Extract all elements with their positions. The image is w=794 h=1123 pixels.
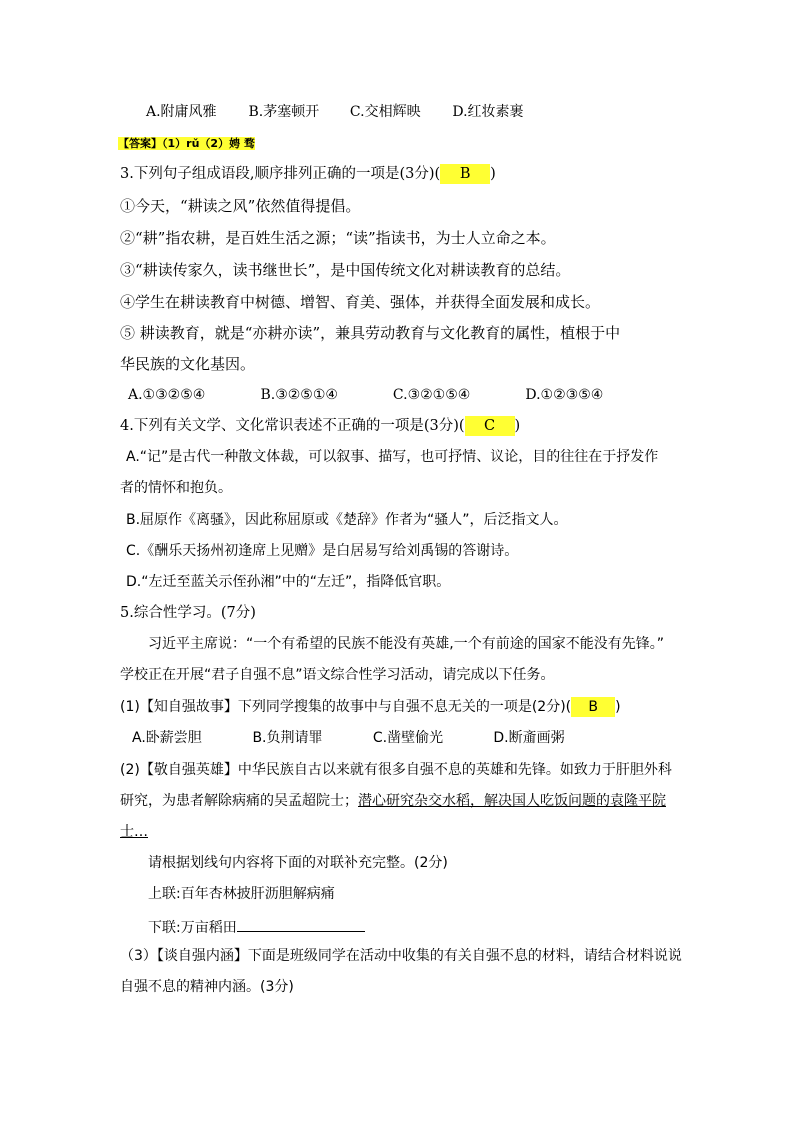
answer-line <box>118 134 255 154</box>
q5-sub2-line1: (2)【敬自强英雄】中华民族自古以来就有很多自强不息的英雄和先锋。如致力于肝胆外科 <box>120 762 672 778</box>
q3-stem: 3.下列句子组成语段,顺序排列正确的一项是(3分)( <box>120 166 441 182</box>
q4-option-a-line2: 者的情怀和抱负。 <box>120 480 232 496</box>
q2-option-d: D.红妆素裹 <box>452 104 524 120</box>
q5-sub1-option-c: C.凿壁偷光 <box>372 730 444 746</box>
q3-sentence-5b: 华民族的文化基因。 <box>120 355 256 373</box>
q3-options <box>128 385 603 405</box>
q5-sub1-stem: (1)【知自强故事】下列同学搜集的故事中与自强不息无关的一项是(2分)( <box>120 699 572 715</box>
q4-option-d: D.“左迁至蓝关示侄孙湘”中的“左迁”，指降低官职。 <box>126 574 451 590</box>
q3-option-a: A.①③②⑤④ <box>128 387 206 403</box>
answer-label: 【答案】 <box>118 137 162 150</box>
q5-sub2-instruction: 请根据划线句内容将下面的对联补充完整。(2分) <box>148 855 448 871</box>
couplet-lower-line <box>148 915 365 938</box>
q4-answer-box: C <box>465 416 515 436</box>
q3-sentence-2: ②“耕”指农耕，是百姓生活之源；“读”指读书，为士人立命之本。 <box>120 229 556 247</box>
q5-paragraph-1: 习近平主席说：“一个有希望的民族不能没有英雄,一个有前途的国家不能没有先锋。” <box>148 636 664 652</box>
q5-sub1-options <box>132 728 565 748</box>
q5-sub2-line2-plain: 研究，为患者解除病痛的吴孟超院士； <box>120 793 358 809</box>
q3-option-c: C.③②①⑤④ <box>392 387 471 403</box>
q3-stem-line <box>120 164 496 184</box>
q2-options <box>146 102 524 122</box>
q2-option-b: B.茅塞顿开 <box>248 104 320 120</box>
q5-sub2-line3: 士… <box>120 824 148 840</box>
q5-sub1-option-d: D.断齑画粥 <box>493 730 565 746</box>
q3-sentence-5a: ⑤ 耕读教育，就是“亦耕亦读”，兼具劳动教育与文化教育的属性，植根于中 <box>120 324 621 342</box>
couplet-lower: 下联:万亩稻田 <box>148 920 237 936</box>
q2-option-c: C.交相辉映 <box>349 104 421 120</box>
couplet-lower-blank <box>237 915 365 932</box>
q5-sub1-option-b: B.负荆请罪 <box>252 730 323 746</box>
couplet-upper: 上联:百年杏林披肝沥胆解病痛 <box>148 886 335 902</box>
q5-sub3-line2: 自强不息的精神内涵。(3分) <box>120 979 294 995</box>
q3-sentence-1: ①今天，“耕读之风”依然值得提倡。 <box>120 197 361 215</box>
q3-answer-box: B <box>440 164 490 184</box>
q4-option-b: B.屈原作《离骚》，因此称屈原或《楚辞》作者为“骚人”，后泛指文人。 <box>126 512 568 528</box>
q5-sub3-line1: （3）【谈自强内涵】下面是班级同学在活动中收集的有关自强不息的材料，请结合材料说说 <box>120 948 682 964</box>
q2-option-a: A.附庸风雅 <box>146 104 217 120</box>
q5-sub1-stem-line <box>120 697 621 717</box>
q3-sentence-3: ③“耕读传家久，读书继世长”，是中国传统文化对耕读教育的总结。 <box>120 261 571 279</box>
q5-sub1-option-a: A.卧薪尝胆 <box>132 730 202 746</box>
q3-close: ) <box>490 166 496 182</box>
q4-stem: 4.下列有关文学、文化常识表述不正确的一项是(3分)( <box>120 418 465 434</box>
q4-option-a-line1: A.“记”是古代一种散文体裁，可以叙事、描写，也可抒情、议论，目的往往在于抒发作 <box>126 449 659 465</box>
q5-sub1-answer-box: B <box>571 697 615 717</box>
q5-stem: 5.综合性学习。(7分) <box>120 605 256 621</box>
q5-paragraph-2: 学校正在开展“君子自强不息”语文综合性学习活动，请完成以下任务。 <box>120 667 555 683</box>
q3-sentence-4: ④学生在耕读教育中树德、增智、育美、强体，并获得全面发展和成长。 <box>120 293 601 311</box>
q4-option-c: C.《酬乐天扬州初逢席上见赠》是白居易写给刘禹锡的答谢诗。 <box>126 543 519 559</box>
q3-option-b: B.③②⑤①④ <box>260 387 338 403</box>
q4-close: ) <box>514 418 521 434</box>
q5-sub2-line2 <box>120 791 666 811</box>
answer-text: （1）rǔ（2）娉 骛 <box>162 137 255 150</box>
q5-sub1-close: ) <box>615 699 621 715</box>
q4-stem-line <box>120 416 520 436</box>
q3-option-d: D.①②③⑤④ <box>525 387 604 403</box>
q5-sub2-underlined-sentence: 潜心研究杂交水稻，解决国人吃饭问题的袁隆平院 <box>358 793 666 809</box>
